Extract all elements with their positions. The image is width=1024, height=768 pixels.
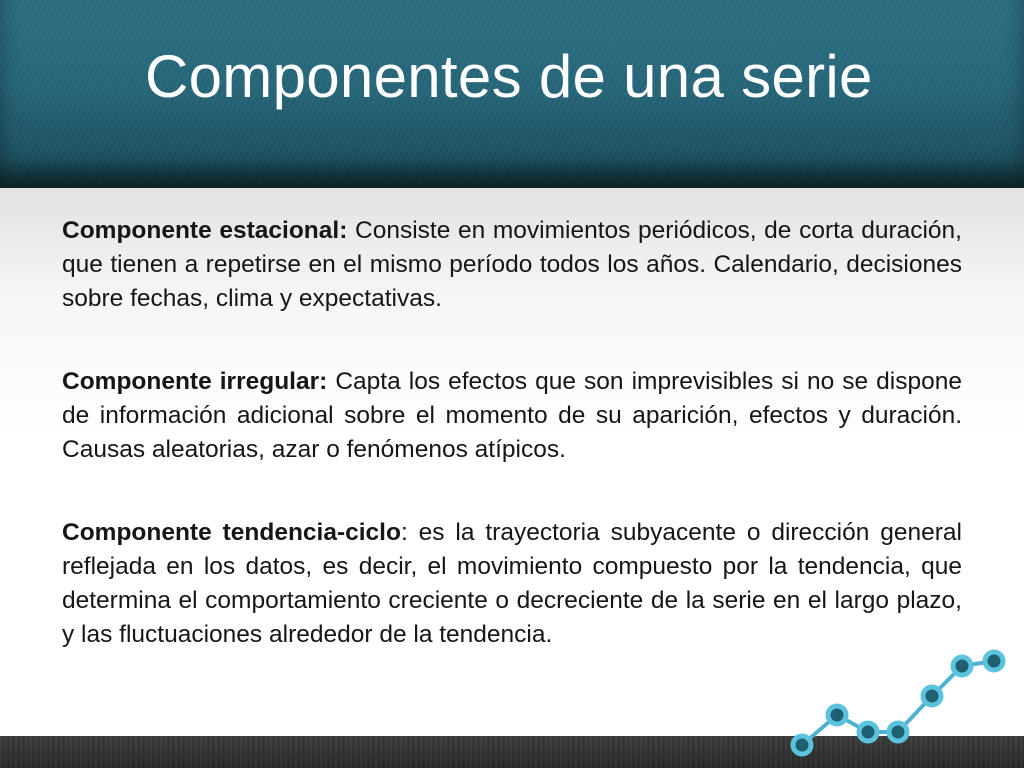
paragraph-label: Componente tendencia-ciclo — [62, 519, 401, 546]
trend-node — [828, 706, 846, 724]
line-chart-icon — [780, 640, 1024, 768]
trend-node — [923, 687, 941, 705]
trend-node — [985, 652, 1003, 670]
trend-nodes — [793, 652, 1003, 754]
trend-node — [859, 723, 877, 741]
paragraph-label: Componente irregular: — [62, 368, 328, 395]
paragraph-componente-irregular — [62, 365, 962, 467]
slide-title: Componentes de una serie — [145, 43, 873, 110]
paragraph-componente-estacional — [62, 214, 962, 316]
paragraph-text: Capta los efectos que son imprevisibles si no se dispone de información adicional sobre el momento de su aparición, efectos y duración. Causas aleatorias, azar o fenómenos atípicos. — [62, 368, 962, 463]
paragraph-text: : es la trayectoria subyacente o dirección general reflejada en los datos, es decir, el movimiento compuesto por la tendencia, que determina el comportamiento creciente o decreciente de la serie en el largo plazo, y las fluctuaciones alrededor de la tendencia. — [62, 519, 962, 648]
trend-node — [953, 657, 971, 675]
paragraph-text: Consiste en movimientos periódicos, de corta duración, que tienen a repetirse en el mismo período todos los años. Calendario, decisiones sobre fechas, clima y expectativas. — [62, 217, 962, 312]
trend-node — [793, 736, 811, 754]
title-banner — [0, 0, 1024, 188]
trend-node — [889, 723, 907, 741]
paragraph-componente-tendencia-ciclo — [62, 516, 962, 652]
paragraph-label: Componente estacional: — [62, 217, 348, 244]
